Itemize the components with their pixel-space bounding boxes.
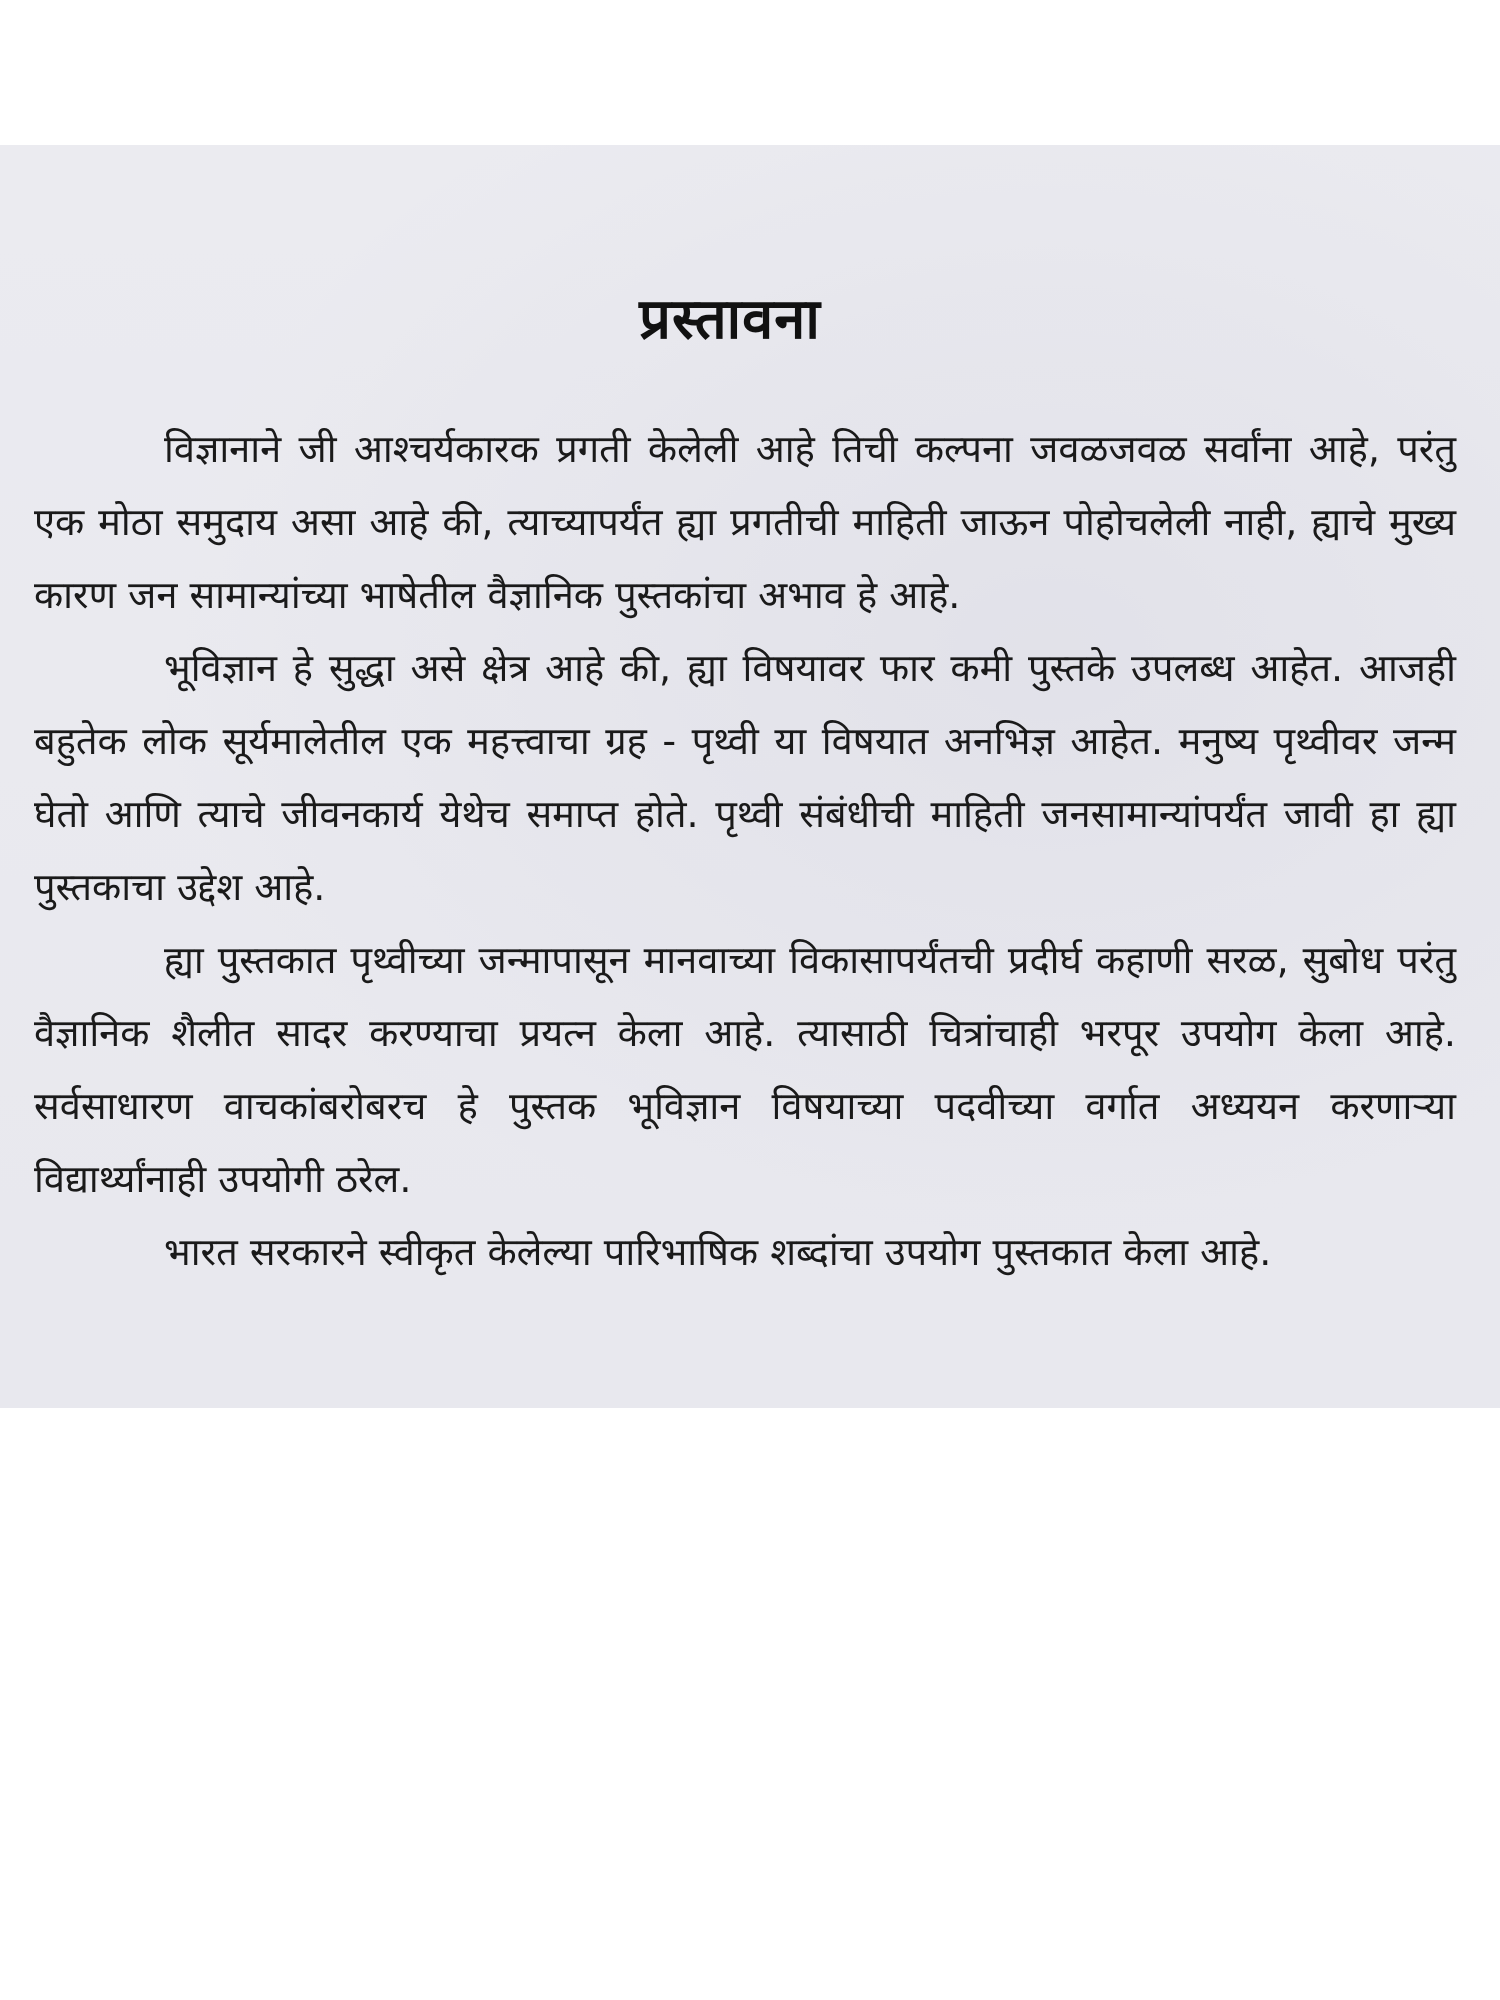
paragraph-2: भूविज्ञान हे सुद्धा असे क्षेत्र आहे की, ह्या विषयावर फार कमी पुस्तके उपलब्ध आहेत. आजही बहुतेक लोक सूर्यमालेतील एक महत्त्वाचा ग्रह - पृथ्वी या विषयात अनभिज्ञ आहेत. मनुष्य पृथ्वीवर जन्म घेतो आणि त्याचे जीवनकार्य येथेच समाप्त होते. पृथ्वी संबंधीची माहिती जनसामान्यांपर्यंत जावी हा ह्या पुस्तकाचा उद्देश आहे. bbox=[34, 646, 1456, 909]
page-title: प्रस्तावना bbox=[639, 287, 821, 352]
scanned-page bbox=[0, 145, 1500, 1408]
paragraph-1: विज्ञानाने जी आश्चर्यकारक प्रगती केलेली आहे तिची कल्पना जवळजवळ सर्वांना आहे, परंतु एक मोठा समुदाय असा आहे की, त्याच्यापर्यंत ह्या प्रगतीची माहिती जाऊन पोहोचलेली नाही, ह्याचे मुख्य कारण जन सामान्यांच्या भाषेतील वैज्ञानिक पुस्तकांचा अभाव हे आहे. bbox=[34, 427, 1456, 617]
paragraph-4: भारत सरकारने स्वीकृत केलेल्या पारिभाषिक शब्दांचा उपयोग पुस्तकात केला आहे. bbox=[164, 1230, 1272, 1274]
paragraph-3: ह्या पुस्तकात पृथ्वीच्या जन्मापासून मानवाच्या विकासापर्यंतची प्रदीर्घ कहाणी सरळ, सुबोध परंतु वैज्ञानिक शैलीत सादर करण्याचा प्रयत्न केला आहे. त्यासाठी चित्रांचाही भरपूर उपयोग केला आहे. सर्वसाधारण वाचकांबरोबरच हे पुस्तक भूविज्ञान विषयाच्या पदवीच्या वर्गात अध्ययन करणाऱ्या विद्यार्थ्यांनाही उपयोगी ठरेल. bbox=[34, 938, 1456, 1201]
preface-body bbox=[34, 413, 1456, 1289]
